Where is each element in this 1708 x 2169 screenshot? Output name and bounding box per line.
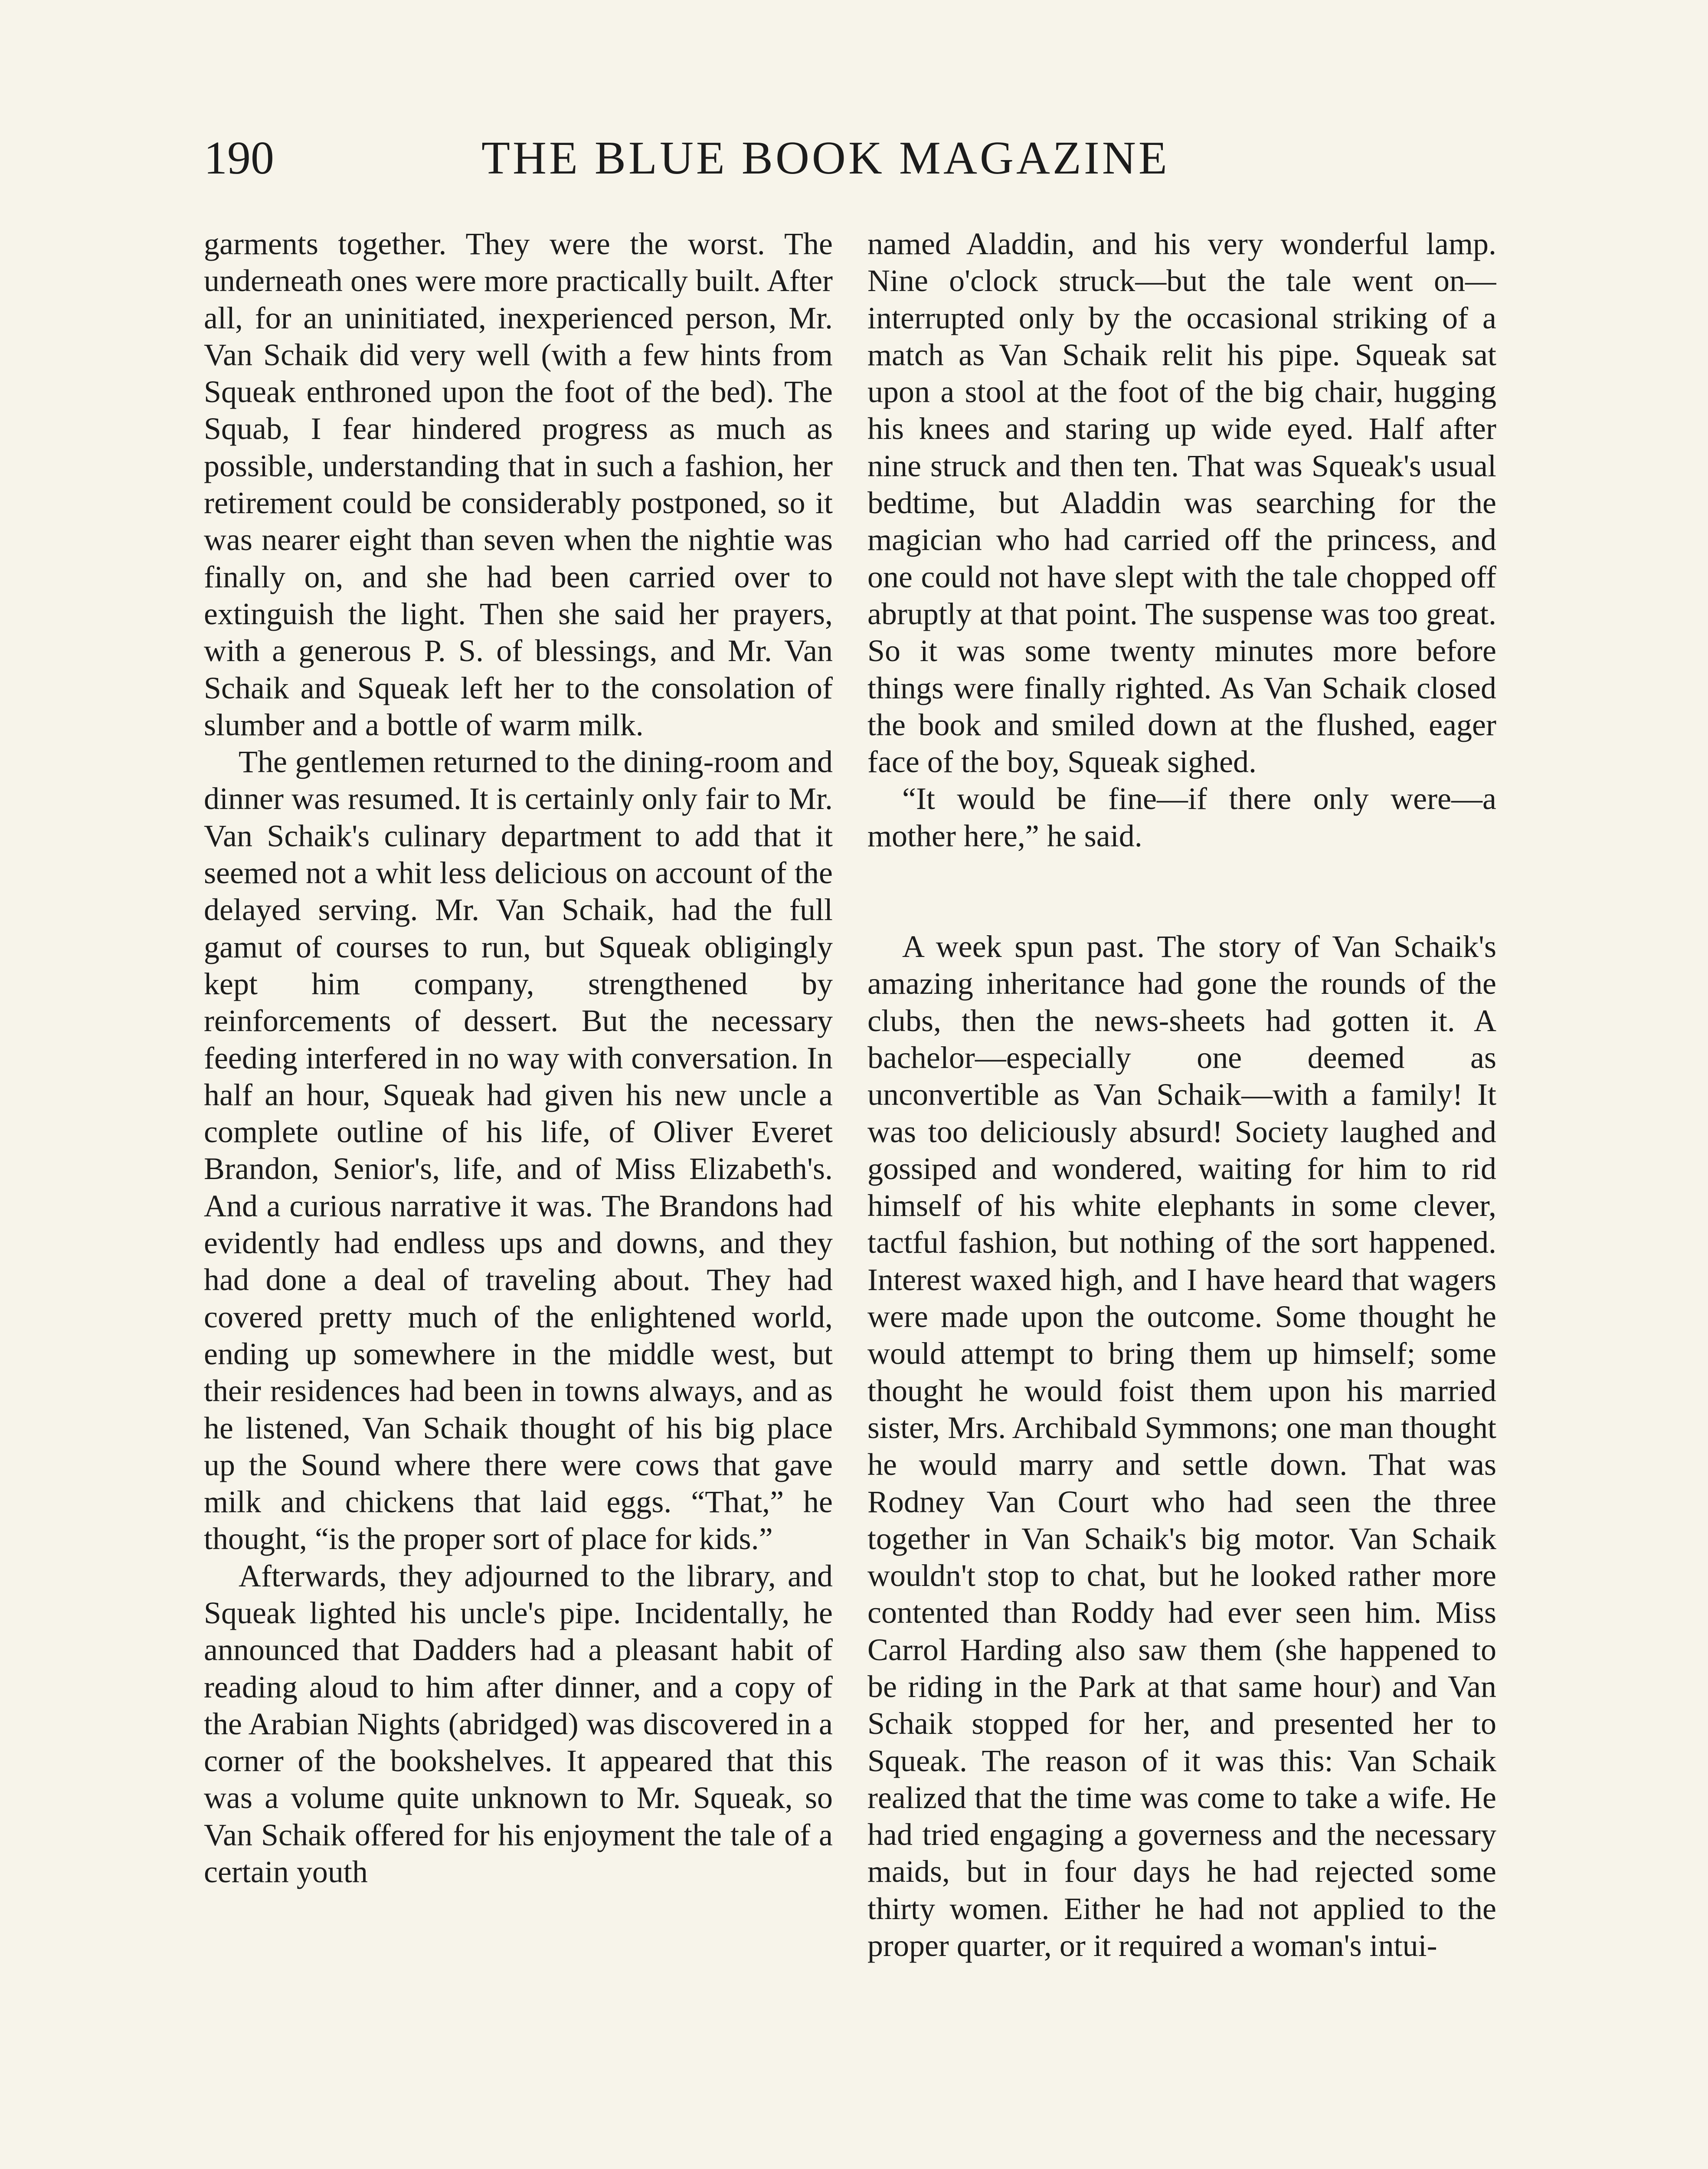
left-column [204, 226, 833, 2169]
paragraph: A week spun past. The story of Van Schaik's amazing inheritance had gone the rounds of the clubs, then the news-sheets had gotten it. A bachelor—especially one deemed as unconvertible as Van Schaik—with a family! It was too deliciously absurd! Society laughed and gossiped and wondered, waiting for him to rid himself of his white elephants in some clever, tactful fashion, but nothing of the sort happened. Interest waxed high, and I have heard that wagers were made upon the outcome. Some thought he would attempt to bring them up himself; some thought he would foist them upon his married sister, Mrs. Archibald Symmons; one man thought he would marry and settle down. That was Rodney Van Court who had seen the three together in Van Schaik's big motor. Van Schaik wouldn't stop to chat, but he looked rather more contented than Roddy had ever seen him. Miss Carrol Harding also saw them (she happened to be riding in the Park at that same hour) and Van Schaik stopped for her, and presented her to Squeak. The reason of it was this: Van Schaik realized that the time was come to take a wife. He had tried engaging a governess and the necessary maids, but in four days he had rejected some thirty women. Either he had not applied to the proper quarter, or it required a woman's intui- [867, 929, 1496, 1963]
paragraph: garments together. They were the worst. The underneath ones were more practically built. After all, for an uninitiated, inexperienced person, Mr. Van Schaik did very well (with a few hints from Squeak enthroned upon the foot of the bed). The Squab, I fear hindered progress as much as possible, understanding that in such a fashion, her retirement could be considerably postponed, so it was nearer eight than seven when the nightie was finally on, and she had been carried over to extinguish the light. Then she said her prayers, with a generous P. S. of blessings, and Mr. Van Schaik and Squeak left her to the consolation of slumber and a bottle of warm milk. [204, 226, 833, 742]
paragraph: The gentlemen returned to the dining-room and dinner was resumed. It is certainly only fair to Mr. Van Schaik's culinary department to add that it seemed not a whit less delicious on account of the delayed serving. Mr. Van Schaik, had the full gamut of courses to run, but Squeak obligingly kept him company, strengthened by reinforcements of dessert. But the necessary feeding interfered in no way with conversation. In half an hour, Squeak had given his new uncle a complete outline of his life, of Oliver Everet Brandon, Senior's, life, and of Miss Elizabeth's. And a curious narrative it was. The Brandons had evidently had endless ups and downs, and they had done a deal of traveling about. They had covered pretty much of the enlightened world, ending up somewhere in the middle west, but their residences had been in towns always, and as he listened, Van Schaik thought of his big place up the Sound where there were cows that gave milk and chickens that laid eggs. “That,” he thought, “is the proper sort of place for kids.” [204, 744, 833, 1556]
paragraph: Afterwards, they adjourned to the library, and Squeak lighted his uncle's pipe. Incidentally, he announced that Dadders had a pleasant habit of reading aloud to him after dinner, and a copy of the Arabian Nights (abridged) was discovered in a corner of the bookshelves. It appeared that this was a volume quite unknown to Mr. Squeak, so Van Schaik offered for his enjoyment the tale of a certain youth [204, 1558, 833, 1890]
running-title: THE BLUE BOOK MAGAZINE [481, 132, 1170, 184]
paragraph: named Aladdin, and his very wonderful lamp. Nine o'clock struck—but the tale went on—interrupted only by the occasional striking of a match as Van Schaik relit his pipe. Squeak sat upon a stool at the foot of the big chair, hugging his knees and staring up wide eyed. Half after nine struck and then ten. That was Squeak's usual bedtime, but Aladdin was searching for the magician who had carried off the princess, and one could not have slept with the tale chopped off abruptly at that point. The suspense was too great. So it was some twenty minutes more before things were finally righted. As Van Schaik closed the book and smiled down at the flushed, eager face of the boy, Squeak sighed. [867, 226, 1496, 780]
page-number: 190 [204, 132, 274, 184]
right-column [867, 226, 1496, 2169]
page-header [204, 130, 1505, 187]
text-columns [204, 226, 1505, 2169]
paragraph: “It would be fine—if there only were—a mother here,” he said. [867, 781, 1496, 853]
